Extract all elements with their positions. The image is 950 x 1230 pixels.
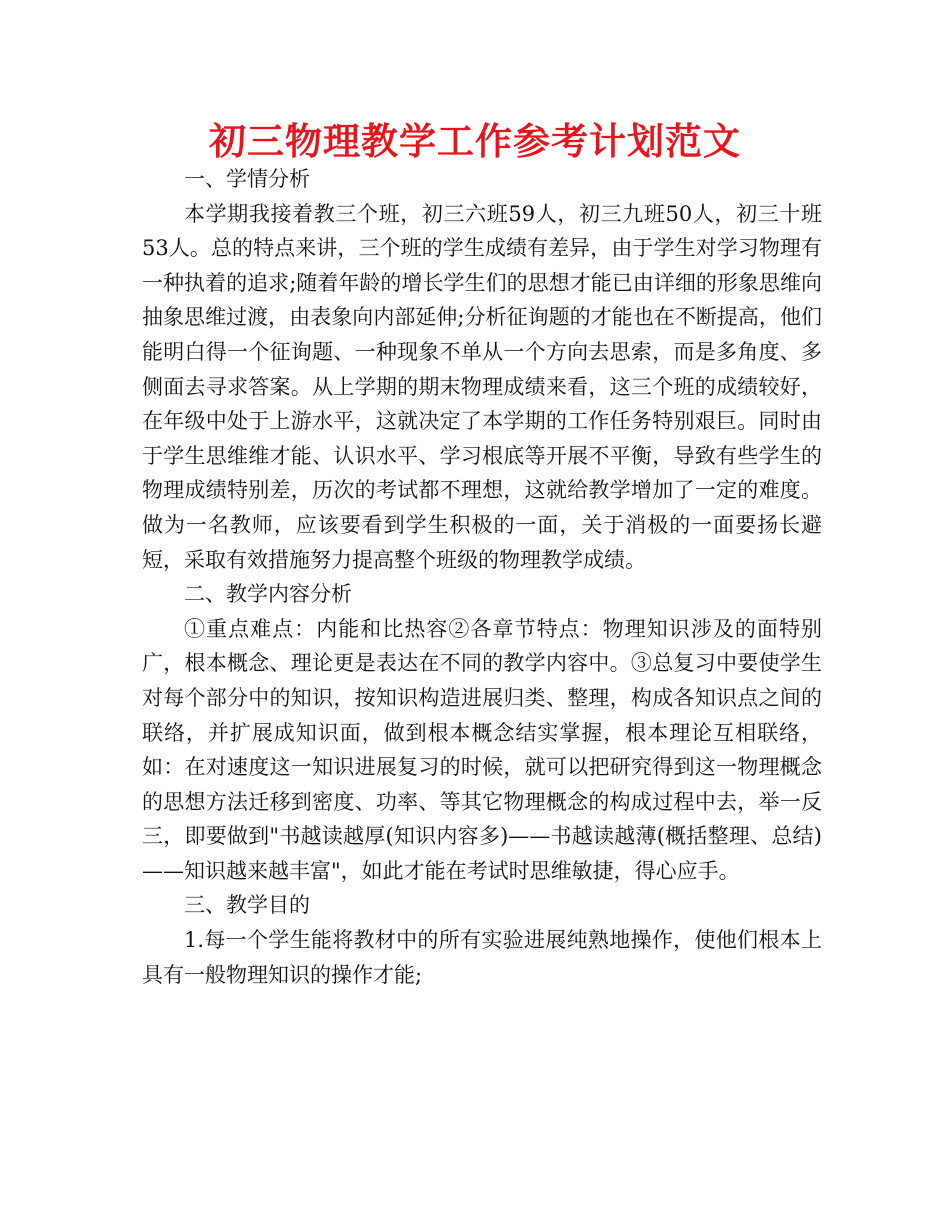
paragraph-content-analysis: ①重点难点：内能和比热容②各章节特点：物理知识涉及的面特别广，根本概念、理论更是表达在不同的教学内容中。③总复习中要使学生对每个部分中的知识，按知识构造进展归类、整理，构成各知识点之间的联络，并扩展成知识面，做到根本概念结实掌握，根本理论互相联络，如：在对速度这一知识进展复习的时候，就可以把研究得到这一物理概念的思想方法迁移到密度、功率、等其它物理概念的构成过程中去，举一反三，即要做到"书越读越厚(知识内容多)——书越读越薄(概括整理、总结)——知识越来越丰富"，如此才能在考试时思维敏捷，得心应手。	[142, 616, 822, 883]
document-body	[142, 162, 822, 992]
section-heading-2: 二、教学内容分析	[184, 582, 352, 607]
paragraph-situation-analysis: 本学期我接着教三个班，初三六班59人，初三九班50人，初三十班53人。总的特点来讲，三个班的学生成绩有差异，由于学生对学习物理有一种执着的追求;随着年龄的增长学生们的思想才能已由详细的形象思维向抽象思维过渡，由表象向内部延伸;分析征询题的才能也在不断提高，他们能明白得一个征询题、一种现象不单从一个方向去思索，而是多角度、多侧面去寻求答案。从上学期的期末物理成绩来看，这三个班的成绩较好，在年级中处于上游水平，这就决定了本学期的工作任务特别艰巨。同时由于学生思维维才能、认识水平、学习根底等开展不平衡，导致有些学生的物理成绩特别差，历次的考试都不理想，这就给教学增加了一定的难度。做为一名教师，应该要看到学生积极的一面，关于消极的一面要扬长避短，采取有效措施努力提高整个班级的物理教学成绩。	[142, 201, 822, 572]
section-heading-1: 一、学情分析	[184, 167, 310, 191]
paragraph-goal-1: 1.每一个学生能将教材中的所有实验进展纯熟地操作，使他们根本上具有一般物理知识的操作才能;	[142, 928, 822, 987]
document-title: 初三物理教学工作参考计划范文	[209, 120, 741, 163]
section-heading-3: 三、教学目的	[184, 893, 310, 918]
